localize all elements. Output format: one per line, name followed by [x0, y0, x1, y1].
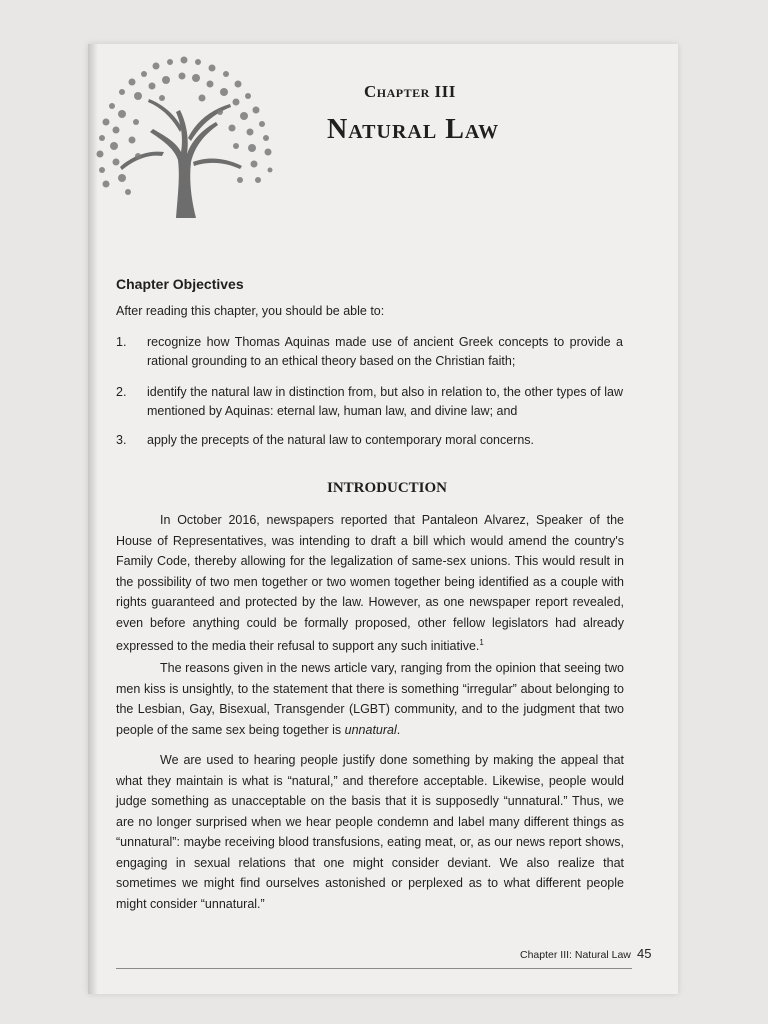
- objectives-heading: Chapter Objectives: [116, 276, 244, 292]
- paragraph-text: The reasons given in the news article vary, ranging from the opinion that seeing two men kiss is unsightly, to the statement that there is something “irregular” about belonging to the Lesbian, Gay, Bisexual, Transgender (LGBT) community, and to the judgment that two people of the same sex being together is: [116, 661, 624, 737]
- objective-text: identify the natural law in distinction from, but also in relation to, the other types of law mentioned by Aquinas: eternal law, human law, and divine law; and: [147, 385, 623, 418]
- tree-illustration-icon: [92, 52, 277, 218]
- objective-text: apply the precepts of the natural law to contemporary moral concerns.: [147, 433, 535, 447]
- introduction-heading: INTRODUCTION: [326, 480, 447, 496]
- introduction-paragraph-3: We are used to hearing people justify done something by making the appeal that what they maintain is what is “natural,” and therefore acceptable. Likewise, people would judge something as unacceptable on the basis that it is supposedly “unnatural.” Thus, we are no longer surprised when we hear people condemn and label many different things as “unnatural”: maybe receiving blood transfusions, eating meat, or, as our news report shows, engaging in sexual relations that one might consider deviant. We also realize that sometimes we might find ourselves astonished or perplexed as to what different people might consider “unnatural.”: [116, 753, 624, 911]
- introduction-paragraph-2: [116, 658, 624, 740]
- emphasized-word: unnatural: [344, 722, 397, 737]
- paragraph-text: In October 2016, newspapers reported that Pantaleon Alvarez, Speaker of the House of Representatives, was intending to draft a bill which would amend the country's Family Code, thereby allowing for the legalization of same-sex unions. This would result in the possibility of two men together or two women together being identified as a couple with rights guaranteed and protected by the law. However, as one newspaper report revealed, even before anything could be formally proposed, other fellow legislators had already expressed to the media their refusal to support any such initiative.: [116, 513, 624, 654]
- introduction-paragraph-1: [116, 510, 624, 657]
- running-footer: Chapter III: Natural Law: [520, 949, 631, 961]
- footer-rule: [116, 968, 632, 969]
- chapter-label: Chapter III: [364, 82, 456, 101]
- footnote-marker: 1: [479, 638, 484, 647]
- page-number: 45: [637, 946, 652, 961]
- objective-number: 1.: [116, 335, 127, 349]
- paragraph-end: .: [396, 722, 401, 737]
- objective-text: recognize how Thomas Aquinas made use of ancient Greek concepts to provide a rational grounding to an ethical theory based on the Christian faith;: [147, 335, 623, 368]
- objectives-intro: After reading this chapter, you should be able to:: [116, 304, 385, 318]
- objective-number: 3.: [116, 433, 127, 447]
- objective-number: 2.: [116, 385, 127, 399]
- chapter-title: Natural Law: [327, 114, 500, 145]
